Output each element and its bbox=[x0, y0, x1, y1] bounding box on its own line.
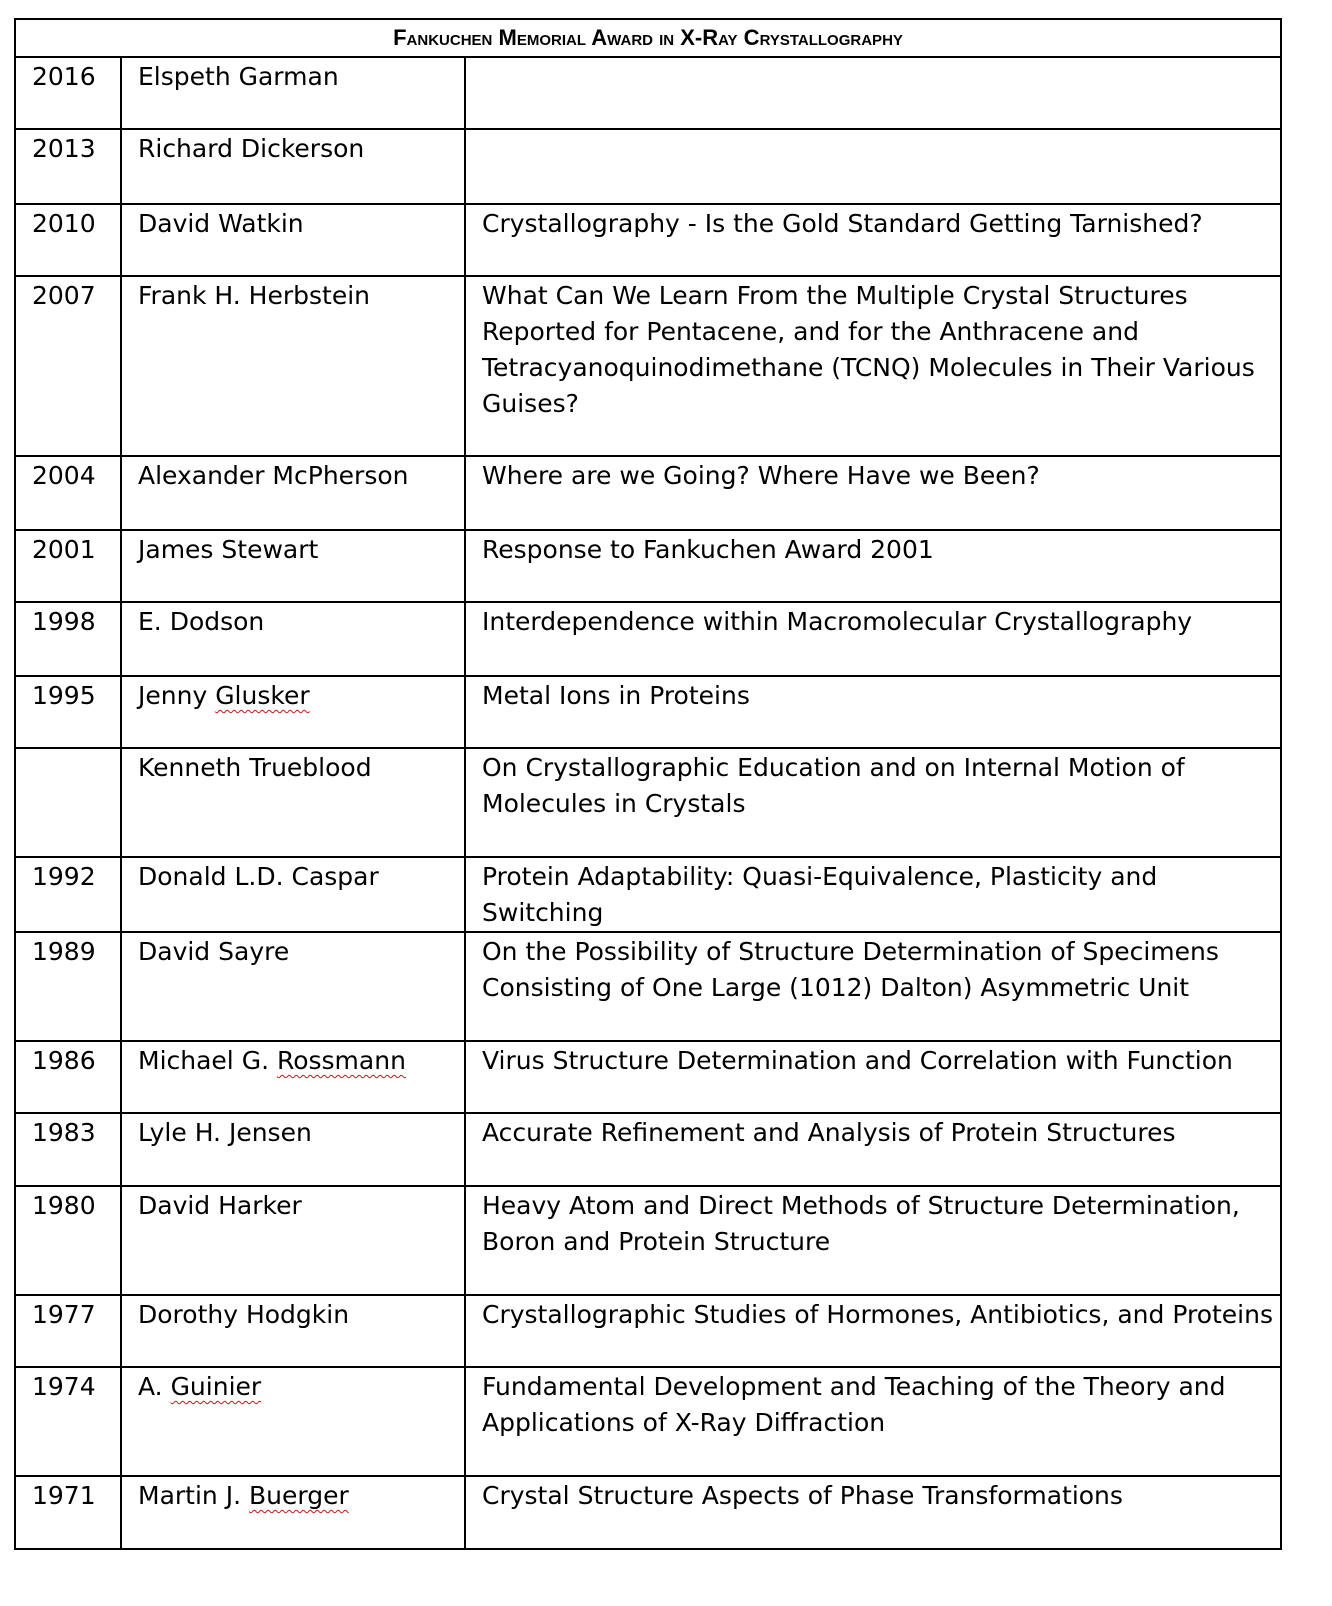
lecture-title: On Crystallographic Education and on Internal Motion of Molecules in Crystals bbox=[465, 748, 1281, 857]
lecture-title: On the Possibility of Structure Determination of Specimens Consisting of One Large (1012) Dalton) Asymmetric Unit bbox=[465, 932, 1281, 1041]
recipient-name-text: James Stewart bbox=[138, 535, 319, 564]
lecture-title bbox=[465, 57, 1281, 129]
award-year: 1971 bbox=[15, 1476, 121, 1549]
lecture-title: Heavy Atom and Direct Methods of Structure Determination, Boron and Protein Structure bbox=[465, 1186, 1281, 1295]
recipient-name-text: Lyle H. Jensen bbox=[138, 1118, 312, 1147]
award-year: 2016 bbox=[15, 57, 121, 129]
recipient-name bbox=[121, 1113, 465, 1186]
recipient-name bbox=[121, 129, 465, 204]
award-year: 1986 bbox=[15, 1041, 121, 1113]
recipient-name bbox=[121, 1041, 465, 1113]
table-row bbox=[15, 276, 1281, 456]
award-year: 2007 bbox=[15, 276, 121, 456]
recipient-name bbox=[121, 456, 465, 530]
recipient-name-text: David Watkin bbox=[138, 209, 304, 238]
recipient-name bbox=[121, 1186, 465, 1295]
table-row bbox=[15, 129, 1281, 204]
spellcheck-flagged-word: Rossmann bbox=[276, 1046, 406, 1075]
recipient-name bbox=[121, 276, 465, 456]
lecture-title: Accurate Refinement and Analysis of Protein Structures bbox=[465, 1113, 1281, 1186]
recipient-name bbox=[121, 676, 465, 748]
award-year: 2013 bbox=[15, 129, 121, 204]
recipient-name-text: Dorothy Hodgkin bbox=[138, 1300, 350, 1329]
table-row bbox=[15, 1367, 1281, 1476]
recipient-name-text: Frank H. Herbstein bbox=[138, 281, 371, 310]
award-year: 1992 bbox=[15, 857, 121, 932]
table-row bbox=[15, 676, 1281, 748]
award-rows bbox=[15, 57, 1281, 1549]
recipient-name bbox=[121, 204, 465, 276]
lecture-title: What Can We Learn From the Multiple Crystal Structures Reported for Pentacene, and for the Anthracene and Tetracyanoquinodimethane (TCNQ) Molecules in Their Various Guises? bbox=[465, 276, 1281, 456]
recipient-name bbox=[121, 1476, 465, 1549]
award-year: 2001 bbox=[15, 530, 121, 602]
recipient-name-text: Elspeth Garman bbox=[138, 62, 339, 91]
recipient-name-text: A. bbox=[138, 1372, 171, 1401]
recipient-name bbox=[121, 1295, 465, 1367]
recipient-name-text: Jenny bbox=[138, 681, 216, 710]
title-row bbox=[15, 19, 1281, 57]
spellcheck-flagged-word: Guinier bbox=[170, 1372, 262, 1401]
recipient-name-text: Donald L.D. Caspar bbox=[138, 862, 379, 891]
award-year bbox=[15, 748, 121, 857]
award-table bbox=[14, 18, 1282, 1550]
award-year: 2004 bbox=[15, 456, 121, 530]
spellcheck-flagged-word: Glusker bbox=[215, 681, 310, 710]
table-row bbox=[15, 204, 1281, 276]
lecture-title: Interdependence within Macromolecular Crystallography bbox=[465, 602, 1281, 676]
table-row bbox=[15, 530, 1281, 602]
table-row bbox=[15, 1295, 1281, 1367]
award-year: 1980 bbox=[15, 1186, 121, 1295]
lecture-title: Virus Structure Determination and Correlation with Function bbox=[465, 1041, 1281, 1113]
table-row bbox=[15, 1113, 1281, 1186]
recipient-name bbox=[121, 857, 465, 932]
table-row bbox=[15, 1476, 1281, 1549]
lecture-title: Crystal Structure Aspects of Phase Transformations bbox=[465, 1476, 1281, 1549]
award-year: 1989 bbox=[15, 932, 121, 1041]
recipient-name-text: E. Dodson bbox=[138, 607, 265, 636]
table-title: Fankuchen Memorial Award in X-Ray Crystallography bbox=[15, 19, 1281, 57]
recipient-name-text: Kenneth Trueblood bbox=[138, 753, 372, 782]
recipient-name bbox=[121, 530, 465, 602]
award-year: 1974 bbox=[15, 1367, 121, 1476]
table-row bbox=[15, 57, 1281, 129]
recipient-name-text: David Harker bbox=[138, 1191, 302, 1220]
lecture-title: Protein Adaptability: Quasi-Equivalence, Plasticity and Switching bbox=[465, 857, 1281, 932]
table-row bbox=[15, 857, 1281, 932]
award-year: 1983 bbox=[15, 1113, 121, 1186]
table-row bbox=[15, 748, 1281, 857]
lecture-title bbox=[465, 129, 1281, 204]
table-row bbox=[15, 1186, 1281, 1295]
award-year: 1998 bbox=[15, 602, 121, 676]
recipient-name-text: Martin J. bbox=[138, 1481, 249, 1510]
lecture-title: Crystallographic Studies of Hormones, Antibiotics, and Proteins bbox=[465, 1295, 1281, 1367]
lecture-title: Fundamental Development and Teaching of the Theory and Applications of X-Ray Diffraction bbox=[465, 1367, 1281, 1476]
recipient-name-text: David Sayre bbox=[138, 937, 290, 966]
table-row bbox=[15, 932, 1281, 1041]
recipient-name-text: Michael G. bbox=[138, 1046, 277, 1075]
table-row bbox=[15, 1041, 1281, 1113]
spellcheck-flagged-word: Buerger bbox=[248, 1481, 349, 1510]
table-row bbox=[15, 456, 1281, 530]
recipient-name-text: Alexander McPherson bbox=[138, 461, 409, 490]
lecture-title: Metal Ions in Proteins bbox=[465, 676, 1281, 748]
table-row bbox=[15, 602, 1281, 676]
recipient-name bbox=[121, 602, 465, 676]
award-year: 1995 bbox=[15, 676, 121, 748]
recipient-name bbox=[121, 748, 465, 857]
lecture-title: Response to Fankuchen Award 2001 bbox=[465, 530, 1281, 602]
recipient-name bbox=[121, 932, 465, 1041]
lecture-title: Crystallography - Is the Gold Standard Getting Tarnished? bbox=[465, 204, 1281, 276]
recipient-name bbox=[121, 1367, 465, 1476]
lecture-title: Where are we Going? Where Have we Been? bbox=[465, 456, 1281, 530]
recipient-name bbox=[121, 57, 465, 129]
award-year: 2010 bbox=[15, 204, 121, 276]
award-year: 1977 bbox=[15, 1295, 121, 1367]
recipient-name-text: Richard Dickerson bbox=[138, 134, 365, 163]
